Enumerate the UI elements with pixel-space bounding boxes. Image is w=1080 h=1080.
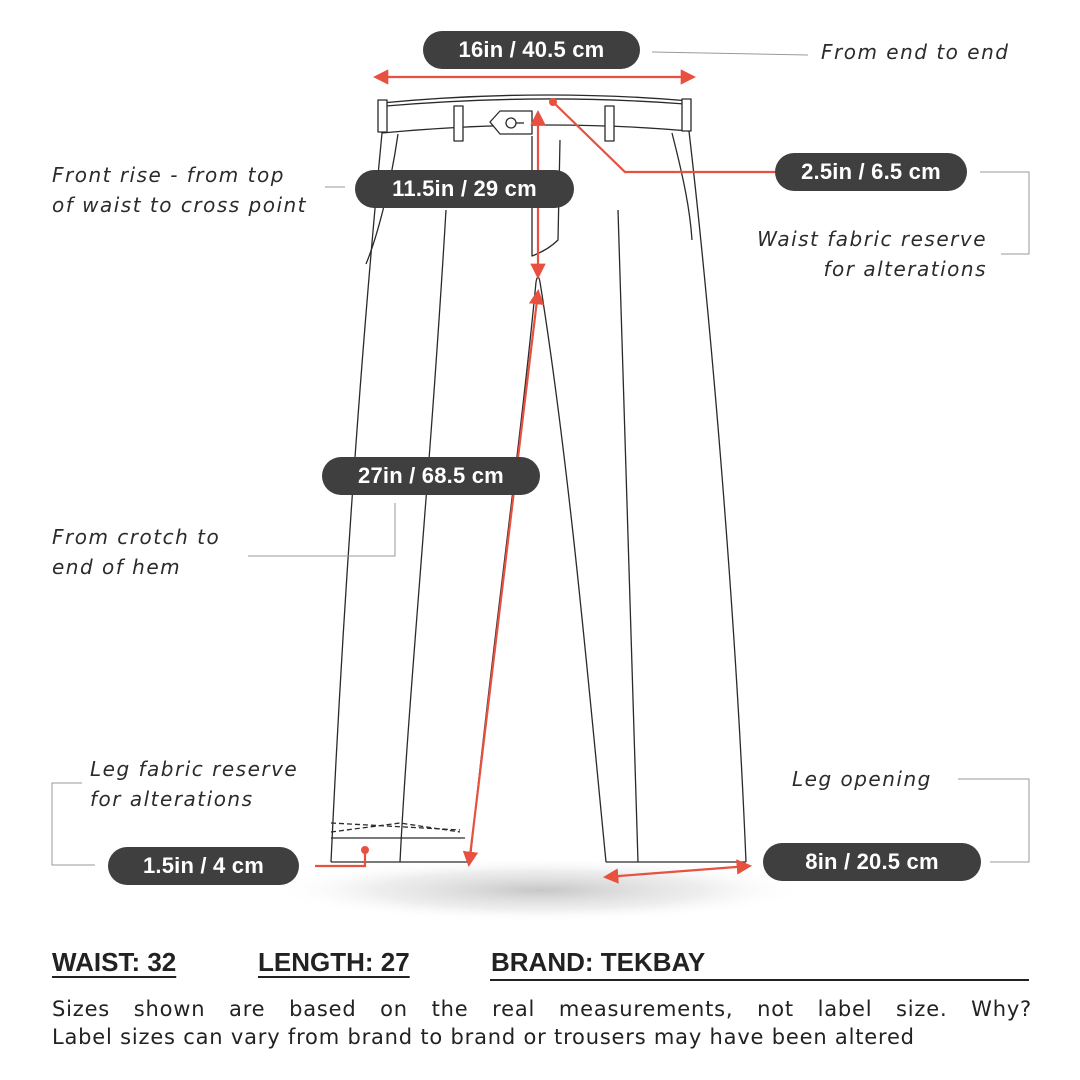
leg-reserve-note	[90, 754, 298, 814]
leg-reserve-line-1: Leg fabric reserve	[90, 757, 299, 781]
front-rise-line-2: of waist to cross point	[52, 193, 308, 217]
crotch-line-1: From crotch to	[52, 525, 221, 549]
brand-spec: BRAND: TEKBAY	[491, 947, 706, 977]
end-to-end-text: From end to end	[821, 40, 1010, 64]
crotch-line-2: end of hem	[52, 555, 182, 579]
inseam-pill: 27in / 68.5 cm	[322, 457, 540, 495]
leg-reserve-pointer	[315, 850, 365, 866]
inseam-arrow	[469, 292, 538, 864]
waist-spec: WAIST: 32	[52, 947, 177, 977]
leg-opening-note	[792, 764, 932, 794]
waist-reserve-pill: 2.5in / 6.5 cm	[775, 153, 967, 191]
waist-reserve-line-1: Waist fabric reserve	[757, 227, 987, 251]
front-rise-line-1: Front rise - from top	[52, 163, 285, 187]
waist-measurement-pill: 16in / 40.5 cm	[423, 31, 640, 69]
disclaimer-line-2: Label sizes can vary from brand to brand or trousers may have been altered	[52, 1025, 915, 1049]
length-spec: LENGTH: 27	[258, 947, 410, 977]
front-rise-pill: 11.5in / 29 cm	[355, 170, 574, 208]
leg-reserve-dot	[361, 846, 369, 854]
end-to-end-note	[821, 37, 1009, 67]
leg-opening-text: Leg opening	[792, 767, 932, 791]
waist-reserve-note	[757, 224, 987, 284]
brand-underline	[490, 979, 1029, 981]
leg-reserve-line-2: for alterations	[90, 787, 254, 811]
crotch-note	[52, 522, 220, 582]
front-rise-note	[52, 160, 307, 220]
waist-reserve-line-2: for alterations	[823, 257, 987, 281]
leg-reserve-pill: 1.5in / 4 cm	[108, 847, 299, 885]
size-disclaimer	[52, 995, 1032, 1051]
leg-opening-pill: 8in / 20.5 cm	[763, 843, 981, 881]
waist-reserve-dot	[549, 98, 557, 106]
disclaimer-line-1: Sizes shown are based on the real measurements, not label size. Why?	[52, 997, 1032, 1021]
